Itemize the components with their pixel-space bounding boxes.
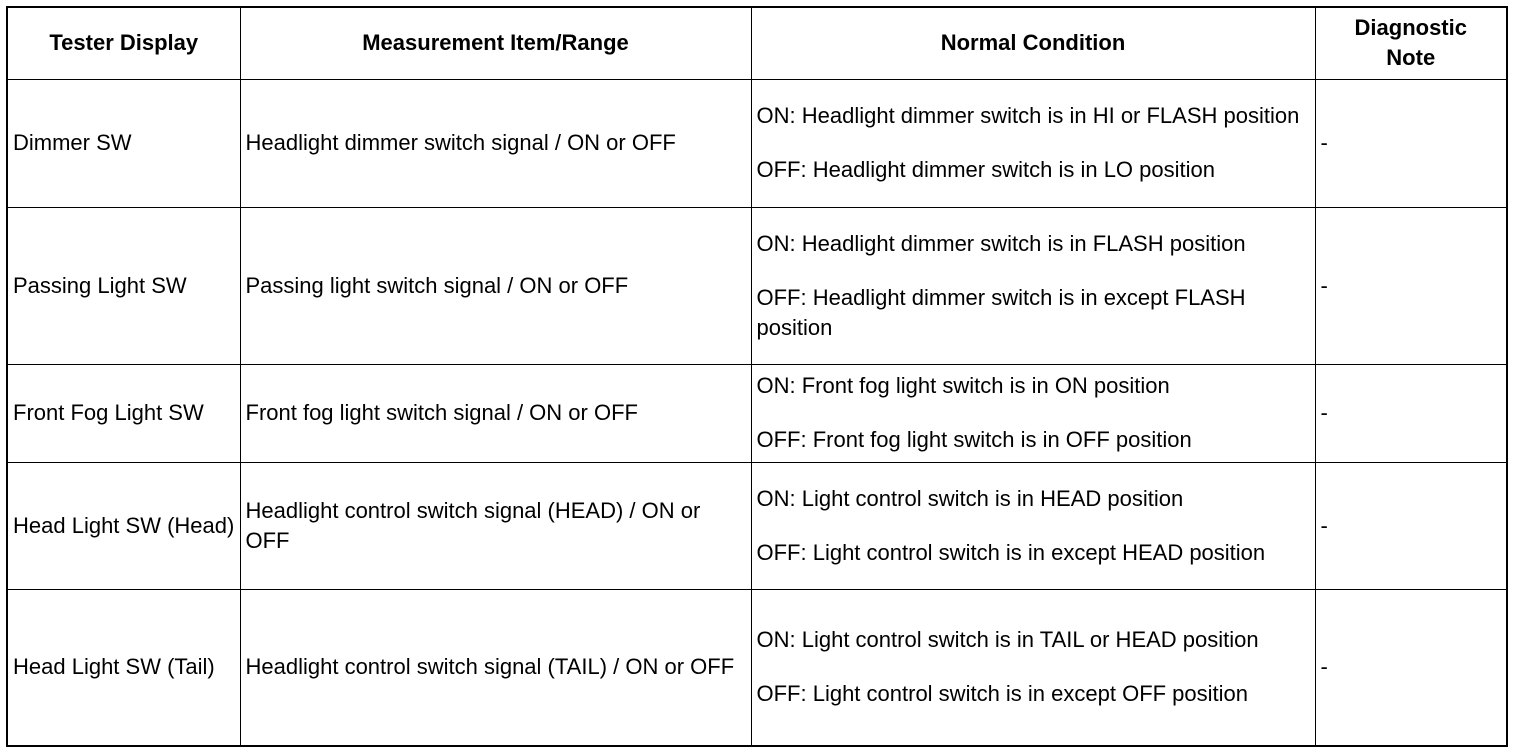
tester-display-cell: Head Light SW (Head) (7, 462, 240, 589)
condition-off-text: OFF: Light control switch is in except OFF position (756, 681, 1249, 707)
diagnostic-note-cell: - (1315, 207, 1507, 364)
normal-condition-cell (751, 207, 1315, 364)
diagnostic-note-cell: - (1315, 79, 1507, 207)
condition-on-text: ON: Light control switch is in HEAD position (756, 485, 1184, 511)
measurement-cell: Passing light switch signal / ON or OFF (240, 207, 751, 364)
condition-off-text: OFF: Light control switch is in except HEAD position (756, 539, 1266, 565)
header-measurement-item: Measurement Item/Range (240, 7, 751, 79)
table-row (7, 79, 1507, 207)
condition-on-text: ON: Headlight dimmer switch is in HI or FLASH position (756, 103, 1300, 128)
tester-display-cell: Dimmer SW (7, 79, 240, 207)
measurement-cell: Headlight dimmer switch signal / ON or OFF (240, 79, 751, 207)
normal-condition-cell (751, 364, 1315, 462)
measurement-cell: Front fog light switch signal / ON or OFF (240, 364, 751, 462)
diagnostic-data-table (6, 6, 1508, 747)
measurement-cell: Headlight control switch signal (TAIL) / ON or OFF (240, 589, 751, 746)
condition-off-text: OFF: Headlight dimmer switch is in LO position (756, 157, 1215, 182)
tester-display-cell: Passing Light SW (7, 207, 240, 364)
condition-off-text: OFF: Front fog light switch is in OFF position (756, 427, 1192, 452)
condition-on-text: ON: Front fog light switch is in ON position (756, 373, 1170, 398)
condition-on-text: ON: Light control switch is in TAIL or HEAD position (756, 627, 1259, 653)
tester-display-cell: Front Fog Light SW (7, 364, 240, 462)
diagnostic-note-cell: - (1315, 364, 1507, 462)
table-row (7, 462, 1507, 589)
header-normal-condition: Normal Condition (751, 7, 1315, 79)
normal-condition-cell (751, 462, 1315, 589)
diagnostic-note-cell: - (1315, 589, 1507, 746)
tester-display-cell: Head Light SW (Tail) (7, 589, 240, 746)
table-row (7, 589, 1507, 746)
header-tester-display: Tester Display (7, 7, 240, 79)
measurement-cell: Headlight control switch signal (HEAD) / ON or OFF (240, 462, 751, 589)
table-row (7, 207, 1507, 364)
normal-condition-cell (751, 589, 1315, 746)
diagnostic-note-cell: - (1315, 462, 1507, 589)
table-row (7, 364, 1507, 462)
table-header-row (7, 7, 1507, 79)
normal-condition-cell (751, 79, 1315, 207)
condition-on-text: ON: Headlight dimmer switch is in FLASH position (756, 230, 1246, 256)
condition-off-text: OFF: Headlight dimmer switch is in except FLASH position (756, 284, 1246, 340)
header-diagnostic-note: Diagnostic Note (1315, 7, 1507, 79)
